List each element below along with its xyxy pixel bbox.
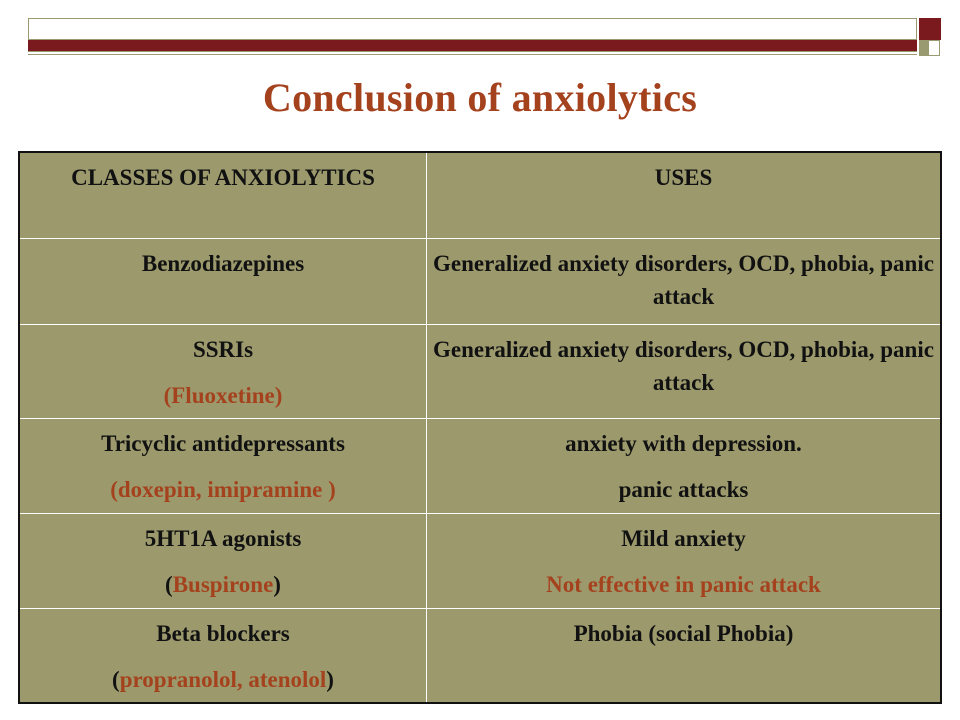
table-row — [19, 418, 941, 513]
paren-close: ) — [273, 571, 281, 597]
class-example — [26, 568, 420, 601]
class-example-name: Buspirone — [172, 571, 274, 597]
class-name: 5HT1A agonists — [144, 525, 302, 551]
anxiolytics-table — [18, 151, 942, 704]
table-row — [19, 324, 941, 418]
slide-title: Conclusion of anxiolytics — [262, 75, 698, 120]
class-name: SSRIs — [192, 336, 254, 362]
use-main: anxiety with depression. — [565, 430, 802, 456]
class-name: Beta blockers — [156, 620, 290, 646]
header-classes: CLASSES OF ANXIOLYTICS — [19, 152, 427, 238]
class-name: Tricyclic antidepressants — [101, 430, 345, 456]
class-cell — [19, 513, 427, 608]
corner-square-outline — [928, 40, 940, 56]
uses-cell — [427, 418, 942, 513]
class-example — [26, 663, 420, 696]
use-extra: Not effective in panic attack — [546, 571, 821, 597]
use-main: Generalized anxiety disorders, OCD, phobia, panic attack — [433, 250, 934, 309]
header-uses: USES — [427, 152, 942, 238]
corner-square-red — [919, 18, 941, 40]
class-cell — [19, 238, 427, 324]
class-example: (doxepin, imipramine ) — [110, 476, 336, 502]
uses-cell — [427, 608, 942, 703]
uses-cell — [427, 238, 942, 324]
paren-open: ( — [165, 571, 173, 597]
class-cell — [19, 324, 427, 418]
paren-close: ) — [326, 666, 334, 692]
use-main: Mild anxiety — [621, 525, 746, 551]
table-row — [19, 238, 941, 324]
table-row — [19, 513, 941, 608]
header-bar-line — [28, 51, 917, 55]
uses-cell — [427, 513, 942, 608]
uses-cell — [427, 324, 942, 418]
class-name: Benzodiazepines — [141, 250, 305, 276]
class-cell — [19, 418, 427, 513]
class-example: (Fluoxetine) — [163, 382, 283, 408]
class-example-name: propranolol, atenolol — [119, 666, 327, 692]
header-bar-red — [28, 40, 917, 51]
use-extra: panic attacks — [618, 476, 749, 502]
paren-open: ( — [112, 666, 120, 692]
table-row — [19, 608, 941, 703]
header-bar-outline — [28, 18, 917, 40]
use-main: Generalized anxiety disorders, OCD, phobia, panic attack — [433, 336, 934, 395]
class-cell — [19, 608, 427, 703]
use-main: Phobia (social Phobia) — [573, 620, 794, 646]
table-header-row — [19, 152, 941, 238]
